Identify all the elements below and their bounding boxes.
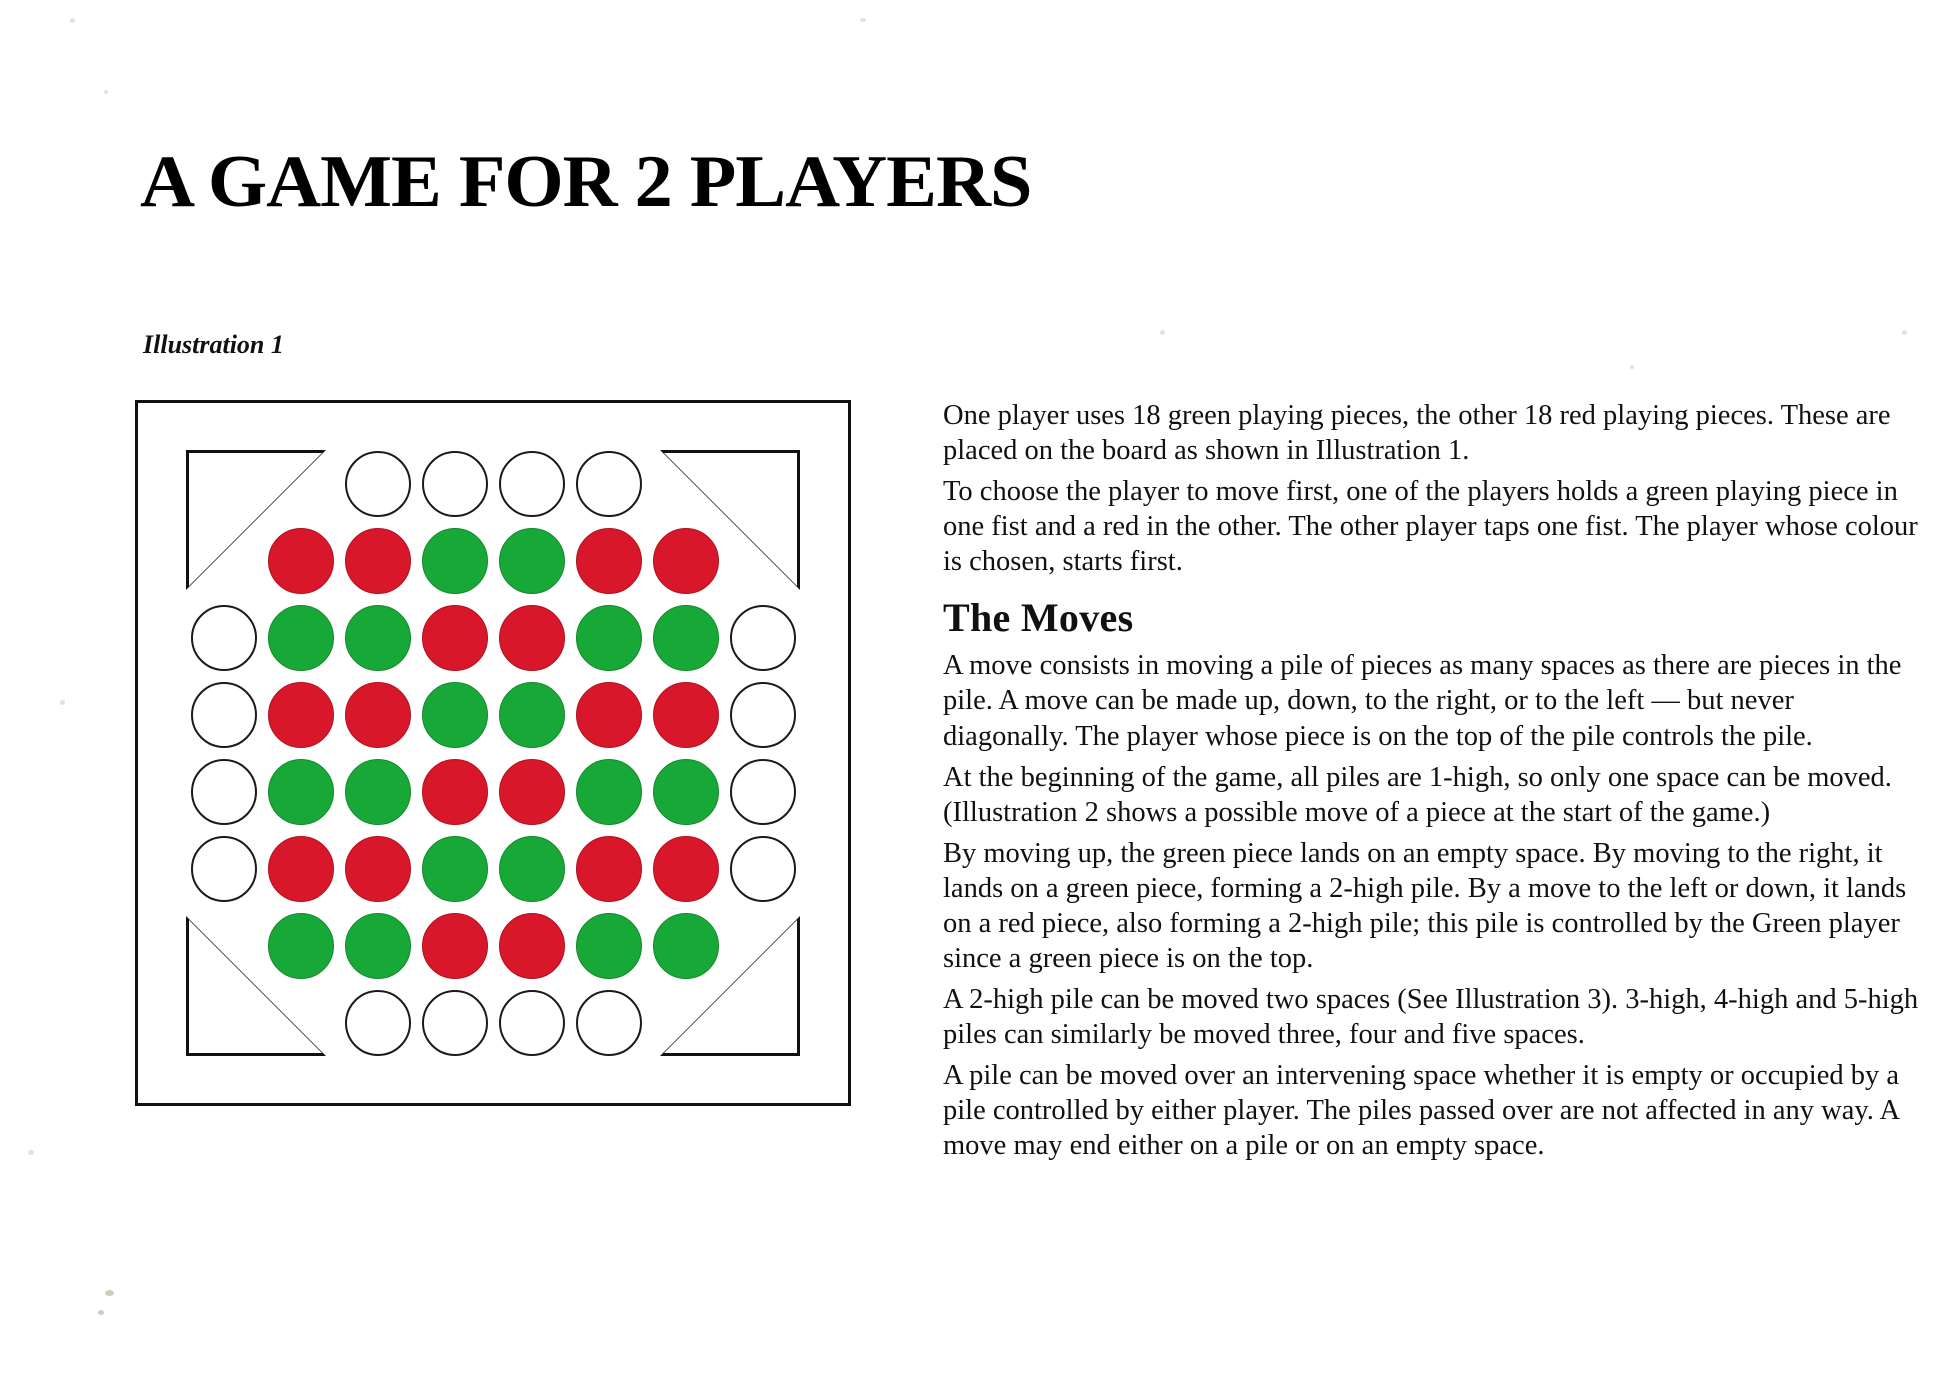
board-cell: [647, 445, 724, 522]
paper-speck: [28, 1150, 34, 1155]
board-piece-green: [576, 605, 642, 671]
board-piece-red: [499, 759, 565, 825]
board-cell: [724, 753, 801, 830]
board-piece-red: [268, 682, 334, 748]
board-piece-blank: [191, 528, 257, 594]
board-piece-empty: [730, 759, 796, 825]
board-cell: [570, 907, 647, 984]
board-cell: [185, 984, 262, 1061]
paper-speck: [60, 700, 65, 705]
board-cell: [647, 753, 724, 830]
paper-speck: [1630, 365, 1634, 369]
board-cell: [416, 522, 493, 599]
page-title: A GAME FOR 2 PLAYERS: [140, 140, 1032, 223]
board-cell: [570, 830, 647, 907]
paragraph-moves-1: A move consists in moving a pile of pieces as many spaces as there are pieces in the pile. A move can be made up, down, to the right, or to the left — but never diagonally. The player whose piece is on the top of the pile controls the pile.: [943, 650, 1902, 752]
paper-speck: [1160, 330, 1165, 335]
board-cell: [185, 830, 262, 907]
board-cell: [185, 522, 262, 599]
board-piece-empty: [730, 605, 796, 671]
board-cell: [262, 599, 339, 676]
paper-speck: [860, 18, 866, 22]
board-piece-empty: [730, 836, 796, 902]
board-cell: [185, 753, 262, 830]
board-cell: [416, 753, 493, 830]
board-piece-red: [499, 605, 565, 671]
instructions-column: [943, 398, 1923, 1169]
board-cell: [647, 599, 724, 676]
illustration-caption: Illustration 1: [143, 330, 284, 359]
board-piece-empty: [730, 682, 796, 748]
board-cell: [185, 907, 262, 984]
board-piece-empty: [345, 990, 411, 1056]
board-cell: [647, 830, 724, 907]
board-piece-green: [345, 759, 411, 825]
board-cell: [185, 599, 262, 676]
paper-speck: [105, 1290, 114, 1296]
board-grid: [185, 445, 801, 1061]
board-piece-blank: [268, 990, 334, 1056]
board-piece-green: [345, 605, 411, 671]
board-piece-red: [345, 528, 411, 594]
board-cell: [416, 830, 493, 907]
board-piece-red: [653, 528, 719, 594]
board-piece-red: [422, 913, 488, 979]
board-piece-red: [422, 759, 488, 825]
board-cell: [339, 676, 416, 753]
board-cell: [339, 830, 416, 907]
board-cell: [339, 753, 416, 830]
board-piece-green: [499, 682, 565, 748]
board-piece-empty: [191, 759, 257, 825]
board-cell: [262, 522, 339, 599]
board-cell: [493, 753, 570, 830]
board-piece-blank: [653, 990, 719, 1056]
board-piece-empty: [191, 605, 257, 671]
board-cell: [724, 599, 801, 676]
board-piece-green: [499, 836, 565, 902]
board-cell: [570, 676, 647, 753]
board-cell: [724, 984, 801, 1061]
board-piece-green: [422, 528, 488, 594]
board-piece-empty: [576, 990, 642, 1056]
board-cell: [570, 984, 647, 1061]
board-cell: [724, 830, 801, 907]
board-cell: [339, 445, 416, 522]
board-cell: [493, 599, 570, 676]
paper-speck: [70, 18, 75, 23]
board-cell: [647, 676, 724, 753]
board-piece-empty: [191, 836, 257, 902]
board-piece-green: [422, 682, 488, 748]
board-piece-green: [499, 528, 565, 594]
paragraph-moves-5: A pile can be moved over an intervening space whether it is empty or occupied by a pile controlled by either player. The piles passed over are not affected in any way. A move may end either on a pile or on an empty space.: [943, 1059, 1900, 1162]
board-piece-red: [576, 528, 642, 594]
board-piece-blank: [730, 451, 796, 517]
board-piece-green: [653, 913, 719, 979]
board-piece-red: [653, 836, 719, 902]
board-cell: [493, 984, 570, 1061]
paragraph-moves-4: A 2-high pile can be moved two spaces (See Illustration 3). 3-high, 4-high and 5-high piles can similarly be moved three, four and five spaces.: [943, 983, 1919, 1050]
board-cell: [339, 984, 416, 1061]
board-cell: [570, 445, 647, 522]
board-cell: [416, 599, 493, 676]
board-cell: [493, 445, 570, 522]
paragraph-intro-1: One player uses 18 green playing pieces, the other 18 red playing pieces. These are placed on the board as shown in Illustration 1.: [943, 400, 1891, 467]
paragraph-moves-2: At the beginning of the game, all piles are 1-high, so only one space can be moved. (Illustration 2 shows a possible move of a piece at the start of the game.): [943, 761, 1892, 828]
board-cell: [724, 445, 801, 522]
board-piece-red: [653, 682, 719, 748]
board-cell: [647, 907, 724, 984]
board-piece-red: [345, 682, 411, 748]
board-piece-blank: [730, 528, 796, 594]
board-cell: [570, 599, 647, 676]
board-piece-green: [268, 605, 334, 671]
board-piece-red: [268, 836, 334, 902]
paper-speck: [1902, 330, 1907, 335]
board-cell: [339, 599, 416, 676]
board-piece-green: [576, 759, 642, 825]
board-piece-green: [345, 913, 411, 979]
board-piece-blank: [191, 990, 257, 1056]
board-cell: [416, 445, 493, 522]
board-piece-green: [422, 836, 488, 902]
board-piece-empty: [576, 451, 642, 517]
section-heading-the-moves: The Moves: [943, 595, 1134, 641]
board-cell: [185, 676, 262, 753]
board-piece-empty: [422, 990, 488, 1056]
board-cell: [262, 830, 339, 907]
board-cell: [493, 830, 570, 907]
board-cell: [493, 907, 570, 984]
paragraph-intro-2: To choose the player to move first, one of the players holds a green playing piece in one fist and a red in the other. The other player taps one fist. The player whose colour is chosen, starts first.: [943, 476, 1918, 578]
board-piece-red: [576, 836, 642, 902]
paper-speck: [104, 90, 108, 94]
board-cell: [339, 907, 416, 984]
board-cell: [416, 907, 493, 984]
board-cell: [570, 522, 647, 599]
board-cell: [724, 907, 801, 984]
board-cell: [570, 753, 647, 830]
board-piece-empty: [422, 451, 488, 517]
board-piece-empty: [191, 682, 257, 748]
board-cell: [493, 522, 570, 599]
board-piece-empty: [345, 451, 411, 517]
board-piece-green: [268, 913, 334, 979]
board-piece-green: [653, 759, 719, 825]
board-piece-empty: [499, 990, 565, 1056]
board-cell: [185, 445, 262, 522]
board-cell: [724, 522, 801, 599]
board-piece-red: [345, 836, 411, 902]
board-piece-blank: [653, 451, 719, 517]
board-cell: [262, 445, 339, 522]
board-piece-green: [576, 913, 642, 979]
board-cell: [416, 984, 493, 1061]
board-cell: [493, 676, 570, 753]
paper-speck: [98, 1310, 104, 1315]
board-cell: [262, 984, 339, 1061]
board-piece-red: [576, 682, 642, 748]
board-piece-blank: [730, 913, 796, 979]
board-cell: [262, 676, 339, 753]
board-cell: [724, 676, 801, 753]
board-piece-red: [268, 528, 334, 594]
illustration-1-board: [135, 400, 851, 1106]
board-cell: [647, 984, 724, 1061]
board-piece-green: [268, 759, 334, 825]
paragraph-moves-3: By moving up, the green piece lands on an empty space. By moving to the right, it lands on a green piece, forming a 2-high pile. By a move to the left or down, it lands on a red piece, also forming a 2-high pile; this pile is controlled by the Green player since a green piece is on the top.: [943, 837, 1907, 974]
board-piece-empty: [499, 451, 565, 517]
board-cell: [262, 907, 339, 984]
board-piece-blank: [191, 913, 257, 979]
board-cell: [416, 676, 493, 753]
board-piece-red: [499, 913, 565, 979]
board-piece-blank: [268, 451, 334, 517]
board-cell: [262, 753, 339, 830]
board-piece-blank: [191, 451, 257, 517]
board-piece-red: [422, 605, 488, 671]
board-cell: [339, 522, 416, 599]
board-cell: [647, 522, 724, 599]
board-piece-blank: [730, 990, 796, 1056]
board-piece-green: [653, 605, 719, 671]
